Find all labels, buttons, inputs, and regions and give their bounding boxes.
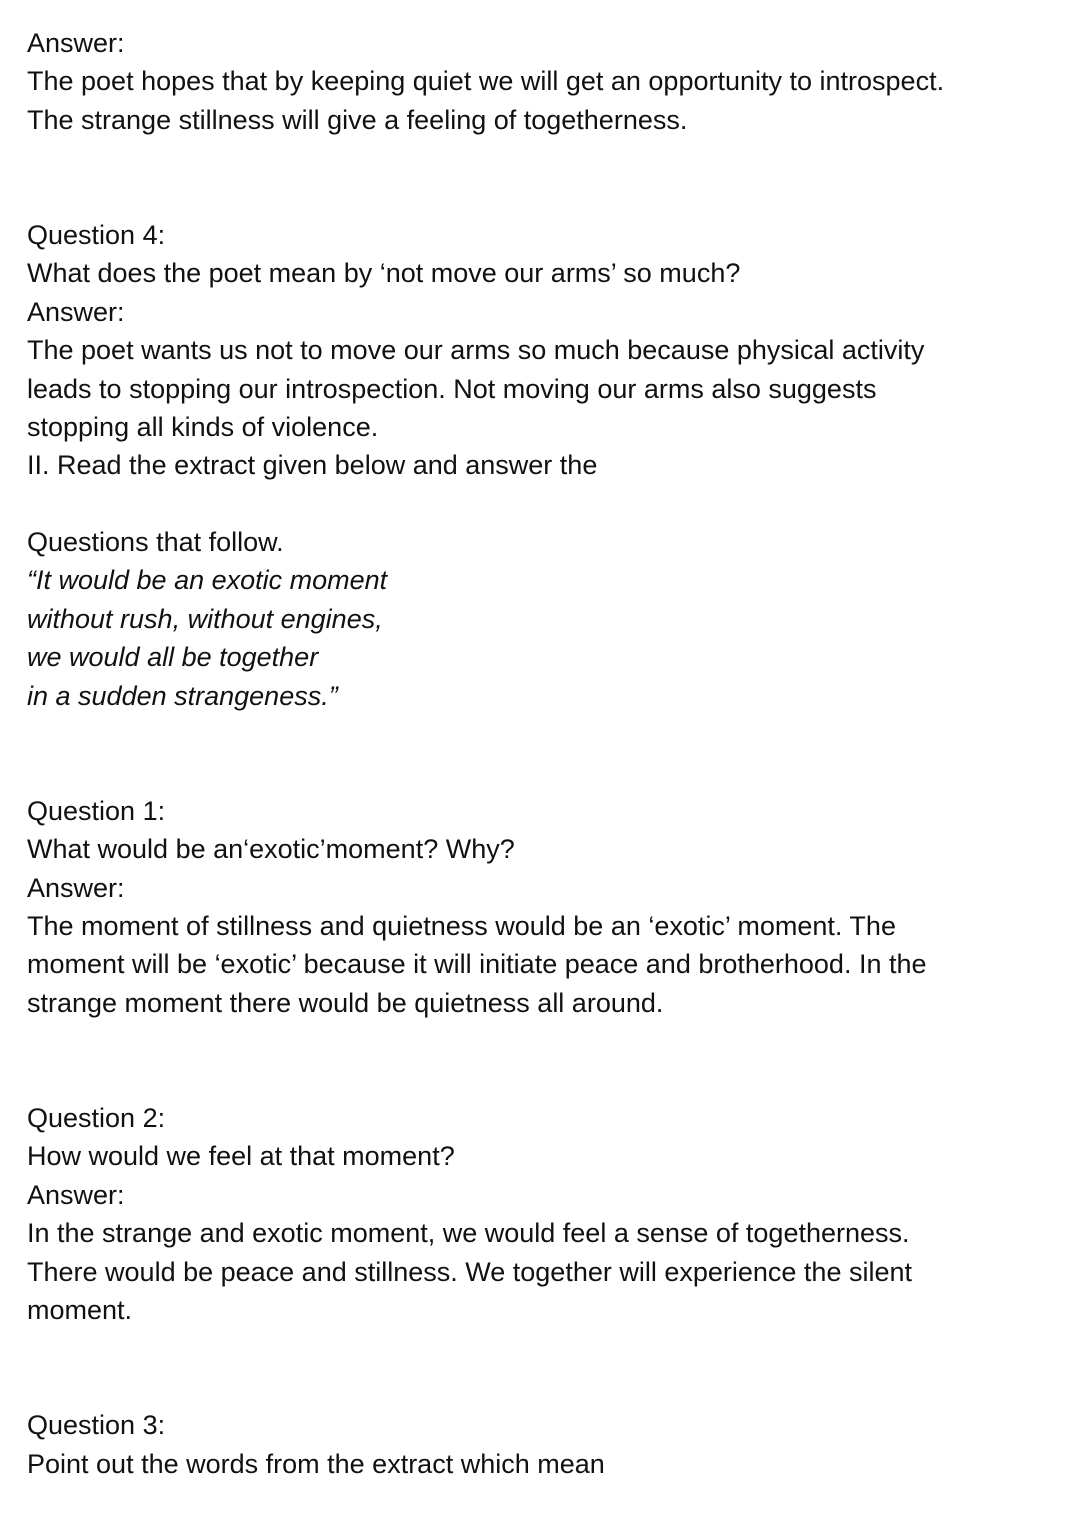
answer-label: Answer: <box>27 1179 125 1210</box>
answer-text-line: The strange stillness will give a feeling of togetherness. <box>27 104 688 135</box>
answer-text-line: In the strange and exotic moment, we would feel a sense of togetherness. <box>27 1218 910 1249</box>
answer-label: Answer: <box>27 296 125 327</box>
section-heading: II. Read the extract given below and answer the <box>27 450 598 481</box>
document-page <box>27 24 1067 1483</box>
answer-text-line: moment. <box>27 1294 133 1325</box>
question-label: Question 1: <box>27 795 166 826</box>
question-text: Point out the words from the extract which mean <box>27 1448 605 1479</box>
spacer <box>27 139 1067 216</box>
question-text: How would we feel at that moment? <box>27 1141 455 1172</box>
question-label: Question 4: <box>27 219 166 250</box>
spacer <box>27 1022 1067 1099</box>
poem-extract-line: in a sudden strangeness.” <box>27 680 338 711</box>
answer-text-line: The poet hopes that by keeping quiet we will get an opportunity to introspect. <box>27 66 945 97</box>
answer-label: Answer: <box>27 28 125 58</box>
question-text: What would be an‘exotic’moment? Why? <box>27 834 515 865</box>
answer-text-line: There would be peace and stillness. We together will experience the silent <box>27 1256 913 1287</box>
answer-text-line: The moment of stillness and quietness would be an ‘exotic’ moment. The <box>27 911 896 942</box>
answer-text-line: stopping all kinds of violence. <box>27 411 379 442</box>
question-label: Question 3: <box>27 1410 166 1441</box>
poem-extract-line: we would all be together <box>27 642 319 673</box>
answer-text-line: strange moment there would be quietness all around. <box>27 987 664 1018</box>
answer-label: Answer: <box>27 872 125 903</box>
spacer <box>27 1329 1067 1406</box>
poem-extract-line: without rush, without engines, <box>27 603 383 634</box>
answer-text-line: leads to stopping our introspection. Not moving our arms also suggests <box>27 373 877 404</box>
spacer <box>27 715 1067 792</box>
question-label: Question 2: <box>27 1102 166 1133</box>
spacer <box>27 485 1067 523</box>
answer-text-line: moment will be ‘exotic’ because it will initiate peace and brotherhood. In the <box>27 949 927 980</box>
question-text: What does the poet mean by ‘not move our arms’ so much? <box>27 258 741 289</box>
answer-text-line: The poet wants us not to move our arms so much because physical activity <box>27 335 925 366</box>
section-heading-continued: Questions that follow. <box>27 527 284 558</box>
poem-extract-line: “It would be an exotic moment <box>27 565 388 596</box>
